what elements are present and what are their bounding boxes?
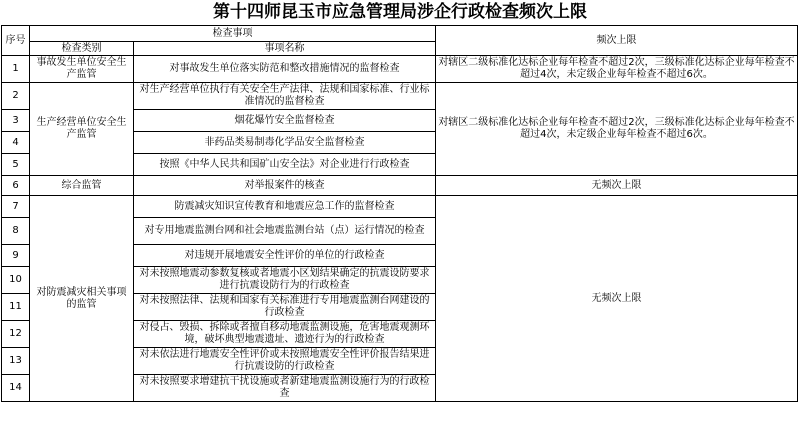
page-title: 第十四师昆玉市应急管理局涉企行政检查频次上限 — [213, 2, 587, 22]
row-seq: 7 — [2, 196, 30, 218]
row-item: 对未按照地震动参数复核或者地震小区划结果确定的抗震设防要求进行抗震设防行为的行政检查 — [134, 267, 436, 294]
table-row — [2, 176, 798, 196]
row-item: 对违规开展地震安全性评价的单位的行政检查 — [134, 245, 436, 267]
row-item: 对专用地震监测台网和社会地震监测台站（点）运行情况的检查 — [134, 218, 436, 245]
row-item: 对侵占、毁损、拆除或者擅自移动地震监测设施，危害地震观测环境，破坏典型地震遗址、遗迹行为的行政检查 — [134, 321, 436, 348]
row-seq: 6 — [2, 176, 30, 196]
row-frequency: 无频次上限 — [436, 196, 798, 402]
row-item: 烟花爆竹安全监督检查 — [134, 110, 436, 132]
row-category: 事故发生单位安全生产监管 — [30, 56, 134, 83]
row-frequency: 对辖区二级标准化达标企业每年检查不超过2次，三级标准化达标企业每年检查不超过4次，未定级企业每年检查不超过6次。 — [436, 56, 798, 83]
row-item: 对举报案件的核查 — [134, 176, 436, 196]
header-category: 检查类别 — [30, 42, 134, 56]
row-seq: 1 — [2, 56, 30, 83]
row-seq: 14 — [2, 375, 30, 402]
table-row — [2, 56, 798, 83]
header-frequency: 频次上限 — [436, 26, 798, 56]
row-frequency: 对辖区二级标准化达标企业每年检查不超过2次，三级标准化达标企业每年检查不超过4次，未定级企业每年检查不超过6次。 — [436, 83, 798, 176]
row-seq: 8 — [2, 218, 30, 245]
row-category: 综合监管 — [30, 176, 134, 196]
row-item: 对未依法进行地震安全性评价或未按照地震安全性评价报告结果进行抗震设防的行政检查 — [134, 348, 436, 375]
row-seq: 10 — [2, 267, 30, 294]
row-frequency: 无频次上限 — [436, 176, 798, 196]
header-item-name: 事项名称 — [134, 42, 436, 56]
row-seq: 11 — [2, 294, 30, 321]
row-item: 按照《中华人民共和国矿山安全法》对企业进行行政检查 — [134, 154, 436, 176]
header-inspection: 检查事项 — [30, 26, 436, 42]
header-seq: 序号 — [2, 26, 30, 56]
row-item: 对未按照要求增建抗干扰设施或者新建地震监测设施行为的行政检查 — [134, 375, 436, 402]
header-row — [2, 26, 798, 42]
row-item: 非药品类易制毒化学品安全监督检查 — [134, 132, 436, 154]
row-seq: 2 — [2, 83, 30, 110]
table-row — [2, 83, 798, 110]
row-seq: 5 — [2, 154, 30, 176]
row-seq: 13 — [2, 348, 30, 375]
row-item: 对未按照法律、法规和国家有关标准进行专用地震监测台网建设的行政检查 — [134, 294, 436, 321]
row-item: 防震减灾知识宣传教育和地震应急工作的监督检查 — [134, 196, 436, 218]
row-seq: 12 — [2, 321, 30, 348]
table-row — [2, 196, 798, 218]
inspection-table — [1, 25, 798, 402]
row-category: 对防震减灾相关事项的监管 — [30, 196, 134, 402]
row-item: 对生产经营单位执行有关安全生产法律、法规和国家标准、行业标准情况的监督检查 — [134, 83, 436, 110]
row-item: 对事故发生单位落实防范和整改措施情况的监督检查 — [134, 56, 436, 83]
row-seq: 3 — [2, 110, 30, 132]
row-seq: 4 — [2, 132, 30, 154]
row-seq: 9 — [2, 245, 30, 267]
row-category: 生产经营单位安全生产监管 — [30, 83, 134, 176]
